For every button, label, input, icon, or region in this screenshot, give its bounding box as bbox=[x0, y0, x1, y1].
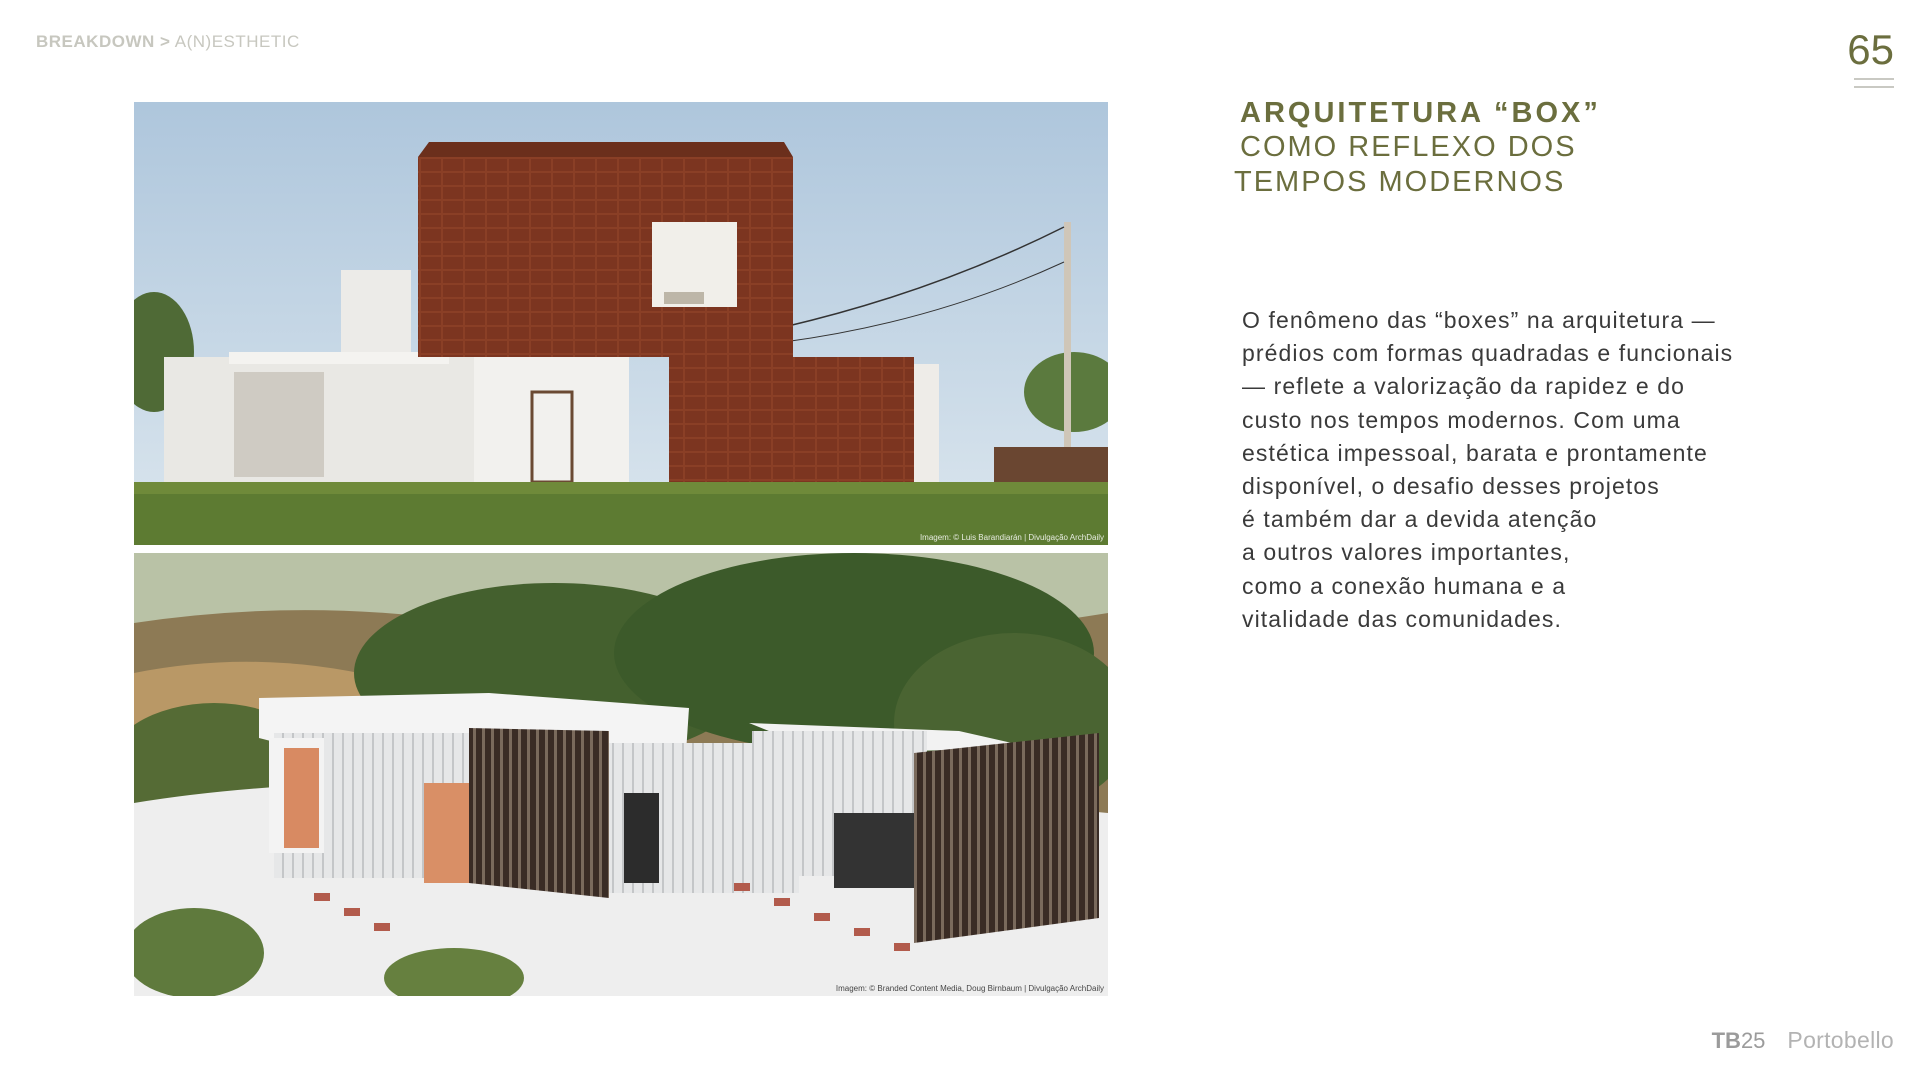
body-line: como a conexão humana e a bbox=[1242, 572, 1567, 599]
footer-tb-logo bbox=[1712, 1028, 1766, 1054]
page-number: 65 bbox=[1847, 26, 1894, 73]
photo-credit-top: Imagem: © Luis Barandiarán | Divulgação ArchDaily bbox=[919, 533, 1104, 542]
footer-brand-logo: Portobello bbox=[1787, 1027, 1894, 1053]
body-line: — reflete a valorização da rapidez e do bbox=[1242, 373, 1686, 400]
brick-house-illustration bbox=[134, 102, 1108, 545]
body-line: prédios com formas quadradas e funcionais bbox=[1242, 340, 1734, 367]
body-line: disponível, o desafio desses projetos bbox=[1242, 473, 1660, 500]
photo-metal-box-houses bbox=[134, 553, 1108, 996]
body-line: a outros valores importantes, bbox=[1242, 539, 1571, 566]
body-line: vitalidade das comunidades. bbox=[1242, 605, 1562, 632]
body-line: custo nos tempos modernos. Com uma bbox=[1242, 406, 1681, 433]
title-line-3: TEMPOS MODERNOS bbox=[1234, 166, 1566, 198]
body-line: O fenômeno das “boxes” na arquitetura — bbox=[1242, 307, 1716, 333]
body-line: estética impessoal, barata e prontamente bbox=[1242, 439, 1708, 466]
section-title bbox=[1234, 96, 1601, 200]
breadcrumb-current: A(N)ESTHETIC bbox=[174, 32, 300, 51]
footer-tb-number: 25 bbox=[1740, 1028, 1766, 1053]
photo-brick-box-house bbox=[134, 102, 1108, 545]
page-number-underline bbox=[1854, 78, 1894, 94]
title-line-2: COMO REFLEXO DOS bbox=[1240, 131, 1577, 163]
body-paragraph bbox=[1242, 304, 1802, 636]
breadcrumb-section[interactable]: BREAKDOWN bbox=[36, 32, 155, 51]
body-line: é também dar a devida atenção bbox=[1242, 506, 1598, 533]
footer-tb-bold: TB bbox=[1711, 1028, 1741, 1053]
breadcrumb-separator: > bbox=[160, 32, 171, 51]
footer bbox=[1712, 1027, 1894, 1054]
metal-houses-illustration bbox=[134, 553, 1108, 996]
title-main: ARQUITETURA “BOX” bbox=[1240, 97, 1601, 129]
photo-credit-bottom: Imagem: © Branded Content Media, Doug Birnbaum | Divulgação ArchDaily bbox=[835, 984, 1104, 993]
breadcrumb bbox=[36, 32, 300, 52]
